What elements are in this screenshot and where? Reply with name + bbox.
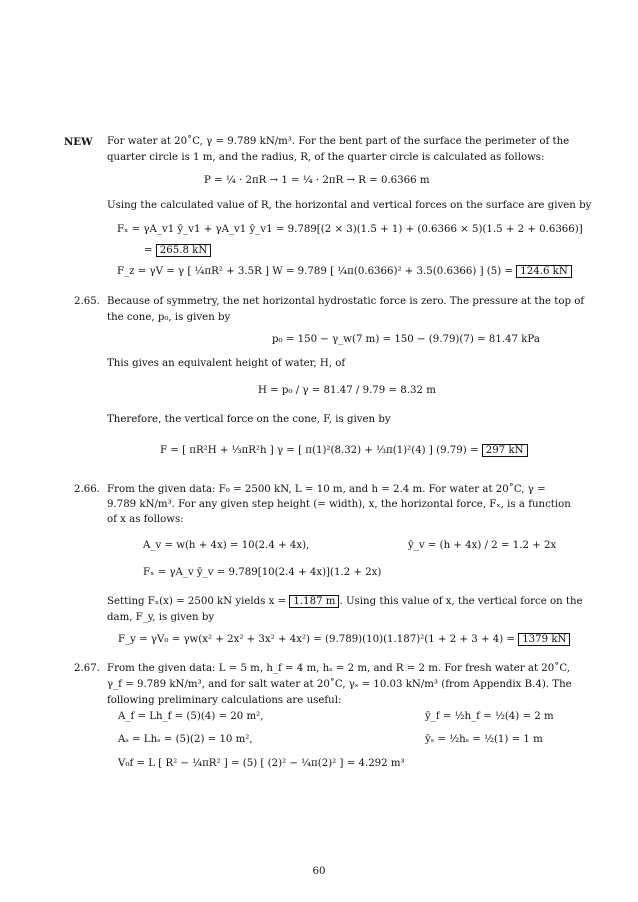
problem-266-fx-equation: Fₓ = γA_v ȳ_v = 9.789[10(2.4 + 4x)](1.2 + 2x) (143, 567, 382, 578)
problem-266-fy-answer: 1379 kN (518, 633, 570, 646)
problem-267-ys-equation: ȳₛ = ½hₛ = ½(1) = 1 m (425, 734, 543, 745)
problem-265-line-1: Because of symmetry, the net horizontal hydrostatic force is zero. The pressure at the top of (107, 296, 585, 307)
new-label: NEW (64, 136, 93, 148)
problem-266-fy-equation (118, 634, 570, 646)
new-fz-answer: 124.6 kN (516, 265, 572, 278)
new-fx-equation: Fₓ = γA_v1 ȳ_v1 + γA_v1 ȳ_v1 = 9.789[(2 × 3)(1.5 + 1) + (0.6366 × 5)(1.5 + 2 + 0.6366)] (117, 224, 583, 235)
problem-265-answer: 297 kN (482, 444, 528, 457)
page-number: 60 (312, 866, 326, 877)
new-perimeter-equation: P = ¼ · 2πR → 1 = ¼ · 2πR → R = 0.6366 m (204, 175, 430, 186)
problem-265-force-equation (160, 445, 528, 457)
problem-266-number: 2.66. (74, 484, 100, 495)
problem-265-line-3: This gives an equivalent height of water, H, of (107, 358, 346, 369)
problem-266-area-equation: A_v = w(h + 4x) = 10(2.4 + 4x), (143, 540, 310, 551)
problem-266-setting-line (107, 596, 583, 608)
problem-265-line-2: the cone, p₀, is given by (107, 312, 231, 323)
problem-266-line-4: dam, F_y, is given by (107, 612, 215, 623)
problem-266-centroid-equation: ȳ_v = (h + 4x) / 2 = 1.2 + 2x (408, 540, 557, 551)
problem-267-number: 2.67. (74, 663, 100, 674)
new-line-3: Using the calculated value of R, the horizontal and vertical forces on the surface are given by (107, 200, 592, 211)
problem-267-line-1: From the given data: L = 5 m, h_f = 4 m, hₛ = 2 m, and R = 2 m. For fresh water at 20˚C, (107, 663, 571, 674)
new-fx-result (144, 245, 211, 257)
problem-266-line-3: of x as follows: (107, 514, 184, 525)
new-fz-equation (117, 266, 572, 278)
new-fx-answer: 265.8 kN (156, 244, 212, 257)
problem-265-pressure-equation: p₀ = 150 − γ_w(7 m) = 150 − (9.79)(7) = 81.47 kPa (272, 334, 540, 345)
problem-266-line-2: 9.789 kN/m³. For any given step height (= width), x, the horizontal force, Fₓ, is a function (107, 499, 571, 510)
problem-267-line-3: following preliminary calculations are useful: (107, 695, 342, 706)
problem-265-number: 2.65. (74, 296, 100, 307)
problem-266-fy-text: F_y = γV₀ = γw(x² + 2x² + 3x² + 4x²) = (9.789)(10)(1.187)²(1 + 2 + 3 + 4) = (118, 634, 519, 645)
new-fx-equals: = (144, 245, 156, 256)
problem-265-force-text: F = [ πR²H + ⅓πR²h ] γ = [ π(1)²(8.32) + ⅓π(1)²(4) ] (9.79) = (160, 445, 482, 456)
problem-267-line-2: γ_f = 9.789 kN/m³, and for salt water at 20˚C, γₛ = 10.03 kN/m³ (from Appendix B.4). The (107, 679, 572, 690)
problem-266-line-1: From the given data: F₀ = 2500 kN, L = 10 m, and h = 2.4 m. For water at 20˚C, γ = (107, 484, 546, 495)
problem-266-setting-tail: . Using this value of x, the vertical force on the (339, 596, 583, 607)
problem-267-yf-equation: ȳ_f = ½h_f = ½(4) = 2 m (425, 711, 554, 722)
problem-267-volume-equation: V₀f = L [ R² − ¼πR² ] = (5) [ (2)² − ¼π(2)² ] = 4.292 m³ (118, 758, 405, 769)
problem-267-af-equation: A_f = Lh_f = (5)(4) = 20 m², (118, 711, 264, 722)
new-line-2: quarter circle is 1 m, and the radius, R, of the quarter circle is calculated as follows: (107, 152, 545, 163)
problem-265-height-equation: H = p₀ / γ = 81.47 / 9.79 = 8.32 m (258, 385, 436, 396)
problem-267-as-equation: Aₛ = Lhₛ = (5)(2) = 10 m², (118, 734, 253, 745)
new-line-1: For water at 20˚C, γ = 9.789 kN/m³. For the bent part of the surface the perimeter of the (107, 136, 570, 147)
problem-265-line-4: Therefore, the vertical force on the cone, F, is given by (107, 414, 391, 425)
problem-266-x-answer: 1.187 m (289, 595, 339, 608)
new-fz-text: F_z = γV = γ [ ¼πR² + 3.5R ] W = 9.789 [ ¼π(0.6366)² + 3.5(0.6366) ] (5) = (117, 266, 517, 277)
problem-266-setting-text: Setting Fₓ(x) = 2500 kN yields x = (107, 596, 290, 607)
